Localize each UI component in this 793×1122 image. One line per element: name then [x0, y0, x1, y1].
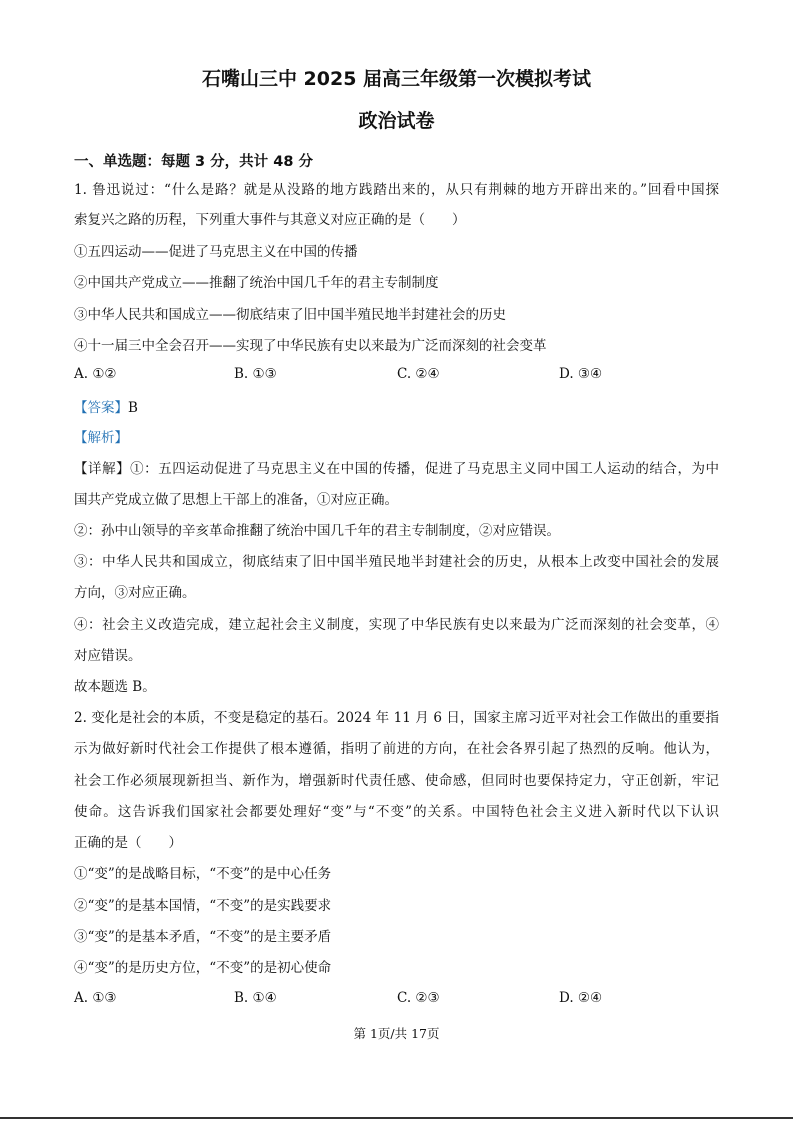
detail-text: ①：五四运动促进了马克思主义在中国的传播，促进了马克思主义同中国工人运动的结合，为中 — [130, 461, 720, 477]
q1-option-c: C. ②④ — [397, 366, 440, 382]
q2-item-2: ②“变”的是基本国情，“不变”的是实践要求 — [74, 898, 332, 914]
q2-stem-line5: 正确的是（ ） — [74, 835, 182, 851]
detail-tag: 【详解】 — [74, 461, 131, 477]
section-heading: 一、单选题：每题 3 分，共计 48 分 — [74, 154, 313, 170]
q1-option-b: B. ①③ — [234, 366, 277, 382]
q1-detail-line1 — [74, 459, 719, 479]
q2-option-d: D. ②④ — [559, 990, 603, 1006]
q2-stem-line2: 示为做好新时代社会工作提供了根本遵循，指明了前进的方向，在社会各界引起了热烈的反响。他认为， — [74, 741, 719, 757]
q1-item-4: ④十一届三中全会召开——实现了中华民族有史以来最为广泛而深刻的社会变革 — [74, 338, 547, 354]
q1-options — [74, 366, 719, 386]
answer-value: B — [128, 400, 138, 416]
q1-stem-line2: 索复兴之路的历程，下列重大事件与其意义对应正确的是（ ） — [74, 212, 466, 228]
q2-stem-line1: 2. 变化是社会的本质，不变是稳定的基石。2024 年 11 月 6 日，国家主席习近平对社会工作做出的重要指 — [74, 710, 719, 726]
q2-item-3: ③“变”的是基本矛盾，“不变”的是主要矛盾 — [74, 929, 332, 945]
q2-options — [74, 990, 719, 1010]
answer-tag: 【答案】 — [74, 400, 128, 416]
q1-analysis — [74, 428, 128, 448]
q2-item-1: ①“变”的是战略目标，“不变”的是中心任务 — [74, 866, 332, 882]
q1-item-2: ②中国共产党成立——推翻了统治中国几千年的君主专制制度 — [74, 275, 439, 291]
q1-item-3: ③中华人民共和国成立——彻底结束了旧中国半殖民地半封建社会的历史 — [74, 307, 506, 323]
q2-option-a: A. ①③ — [74, 990, 117, 1006]
analysis-tag: 【解析】 — [74, 430, 128, 446]
page-footer: 第 1页/共 17页 — [353, 1026, 440, 1041]
q1-item-1: ①五四运动——促进了马克思主义在中国的传播 — [74, 244, 358, 260]
q1-detail-line3: ②：孙中山领导的辛亥革命推翻了统治中国几千年的君主专制制度，②对应错误。 — [74, 523, 560, 539]
q2-stem-line4: 使命。这告诉我们国家社会都要处理好“变”与“不变”的关系。中国特色社会主义进入新时代以下认识 — [74, 804, 719, 820]
q1-detail-line8: 故本题选 B。 — [74, 679, 156, 695]
q1-detail-line5: 方向，③对应正确。 — [74, 585, 196, 601]
q1-answer — [74, 398, 138, 418]
q2-option-b: B. ①④ — [234, 990, 277, 1006]
q1-option-a: A. ①② — [74, 366, 117, 382]
q1-option-d: D. ③④ — [559, 366, 603, 382]
bottom-divider — [0, 1117, 793, 1119]
q1-detail-line4: ③：中华人民共和国成立，彻底结束了旧中国半殖民地半封建社会的历史，从根本上改变中国社会的发展 — [74, 554, 719, 570]
q2-option-c: C. ②③ — [397, 990, 440, 1006]
q1-detail-line6: ④：社会主义改造完成，建立起社会主义制度，实现了中华民族有史以来最为广泛而深刻的社会变革，④ — [74, 617, 719, 633]
q2-item-4: ④“变”的是历史方位，“不变”的是初心使命 — [74, 960, 332, 976]
exam-title: 石嘴山三中 2025 届高三年级第一次模拟考试 — [201, 68, 592, 90]
q1-detail-line7: 对应错误。 — [74, 648, 142, 664]
q2-stem-line3: 社会工作必须展现新担当、新作为，增强新时代责任感、使命感，但同时也要保持定力，守正创新，牢记 — [74, 773, 719, 789]
exam-subject: 政治试卷 — [358, 110, 435, 132]
q1-stem-line1: 1. 鲁迅说过：“什么是路？就是从没路的地方践踏出来的，从只有荆棘的地方开辟出来的。”回看中国探 — [74, 182, 719, 198]
q1-detail-line2: 国共产党成立做了思想上干部上的准备，①对应正确。 — [74, 492, 398, 508]
